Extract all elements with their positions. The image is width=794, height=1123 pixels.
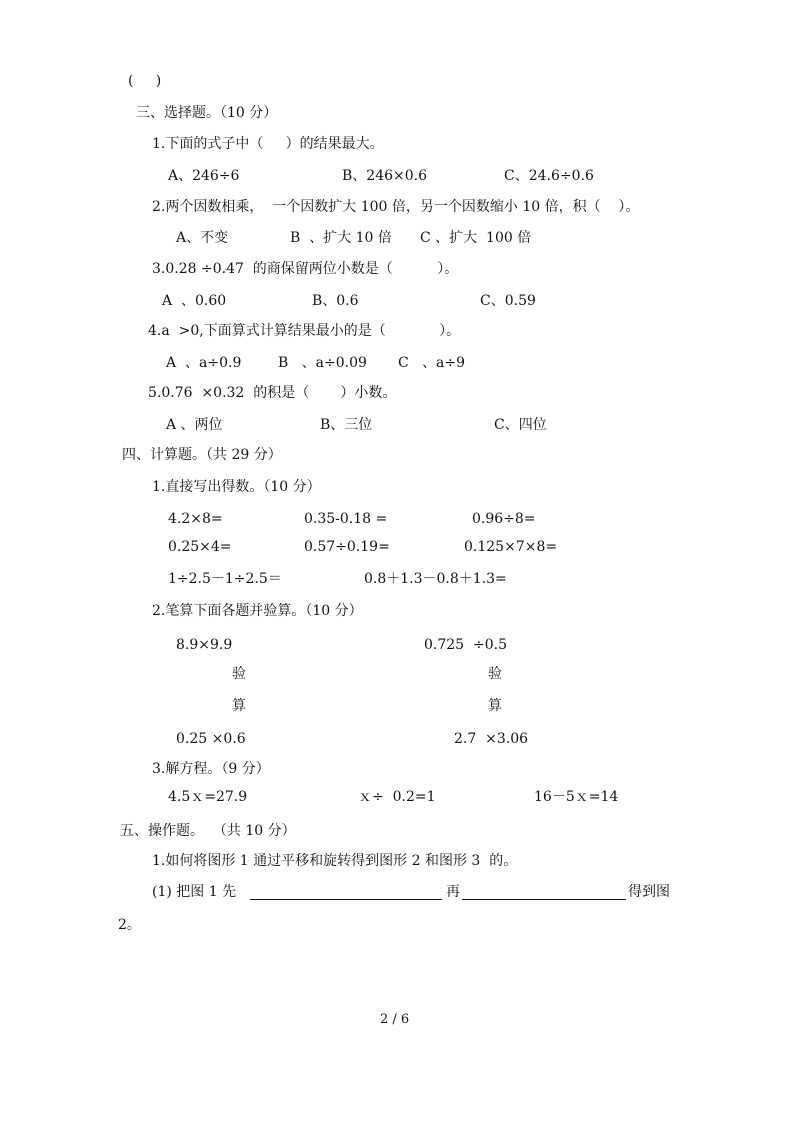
question-2-option-c: C 、扩大 100 倍 [420,230,532,246]
question-2-option-b: B 、扩大 10 倍 [290,230,392,246]
page-number: 2 / 6 [380,1012,410,1027]
operation-q1-prefix: (1) 把图 1 先 [152,884,237,900]
question-3-option-b: B、0.6 [312,293,359,309]
question-4-option-b: B 、a÷0.09 [278,355,367,371]
question-3-option-a: A 、0.60 [162,293,227,309]
answer-blank-1[interactable] [250,883,442,900]
question-5-option-b: B、三位 [320,417,373,433]
section-heading-calculation: 四、计算题。（共 29 分） [122,447,282,463]
operation-q1-mid: 再 [446,884,460,900]
calc-part-3-stem: 3.解方程。（9 分） [152,761,270,777]
written-calc-2: 0.725 ÷0.5 [424,637,507,653]
written-calc-1: 8.9×9.9 [176,637,233,653]
answer-paren: ( ) [128,73,162,89]
operation-q1-continuation: 2。 [118,917,141,933]
operation-q1-suffix: 得到图 [628,884,670,900]
written-calc-4: 2.7 ×3.06 [454,731,529,747]
question-2-stem: 2.两个因数相乘， 一个因数扩大 100 倍，另一个因数缩小 10 倍，积（ ）。 [152,199,640,215]
calc-item: 0.35-0.18 = [304,511,388,527]
check-label: 算 [232,698,246,714]
operation-question-1: 1.如何将图形 1 通过平移和旋转得到图形 2 和图形 3 的。 [152,853,518,869]
calc-item: 0.8＋1.3－0.8＋1.3= [364,571,507,587]
question-3-stem: 3.0.28 ÷0.47 的商保留两位小数是（ ）。 [152,261,459,277]
question-1-option-c: C、24.6÷0.6 [504,168,594,184]
section-heading-operation: 五、操作题。 （共 10 分） [120,823,296,839]
check-label: 验 [232,666,246,682]
equation-item: ｘ÷ 0.2=1 [358,789,436,805]
calc-item: 0.57÷0.19= [304,539,390,555]
check-label: 算 [488,698,502,714]
calc-item: 0.125×7×8= [464,539,558,555]
question-1-option-a: A、246÷6 [168,168,240,184]
question-1-option-b: B、246×0.6 [342,168,428,184]
equation-item: 16－5ｘ=14 [534,789,619,805]
answer-blank-2[interactable] [462,883,626,900]
question-4-stem: 4.a >0,下面算式计算结果最小的是（ ）。 [148,323,461,339]
written-calc-3: 0.25 ×0.6 [176,731,246,747]
calc-item: 0.96÷8= [472,511,536,527]
question-4-option-a: A 、a÷0.9 [166,355,242,371]
equation-item: 4.5ｘ=27.9 [168,789,248,805]
check-label: 验 [488,666,502,682]
calc-part-1-stem: 1.直接写出得数。（10 分） [152,479,321,495]
section-heading-choice: 三、选择题。（10 分） [136,105,278,121]
calc-part-2-stem: 2.笔算下面各题并验算。（10 分） [152,603,363,619]
question-5-option-a: A 、两位 [166,417,223,433]
question-5-option-c: C、四位 [494,417,547,433]
question-1-stem: 1.下面的式子中（ ）的结果最大。 [152,136,384,152]
question-5-stem: 5.0.76 ×0.32 的积是（ ）小数。 [148,385,397,401]
calc-item: 0.25×4= [168,539,232,555]
question-2-option-a: A、不变 [176,230,229,246]
calc-item: 4.2×8= [168,511,223,527]
question-3-option-c: C、0.59 [480,293,536,309]
question-4-option-c: C 、a÷9 [398,355,466,371]
calc-item: 1÷2.5－1÷2.5＝ [168,571,282,587]
